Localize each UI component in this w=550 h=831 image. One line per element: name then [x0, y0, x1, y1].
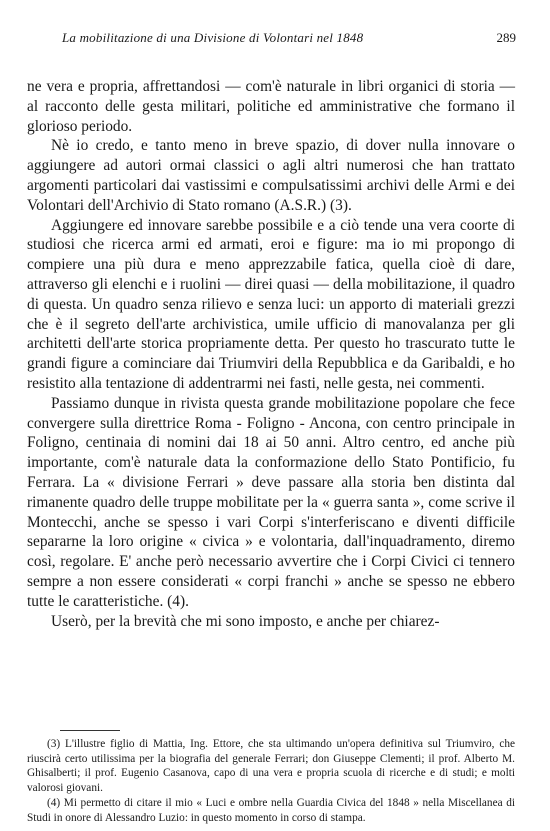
paragraph: Nè io credo, e tanto meno in breve spazio, di dover nulla innovare o aggiungere ad autori ormai classici o agli altri numerosi che han trattato argomenti particolari dai vastissimi e compulsatissimi archivi delle Armi e dei Volontari dell'Archivio di Stato romano (A.S.R.) (3). [27, 137, 515, 214]
footnote-divider [60, 730, 120, 731]
running-head: La mobilitazione di una Divisione di Volontari nel 1848 [62, 30, 364, 45]
footnote-3: (3) L'illustre figlio di Mattia, Ing. Ettore, che sta ultimando un'opera definitiva sul Triumviro, che riuscirà certo utilissima per la biografia del generale Ferrari; don Giuseppe Clementi; il prof. Alberto M. Ghisalberti; il prof. Eugenio Casanova, capo di una vera e propria scuola di ricerche e di studi; e molti valorosi giovani. [27, 738, 515, 794]
paragraph: Aggiungere ed innovare sarebbe possibile e a ciò tende una vera coorte di studiosi che ricerca armi ed armati, eroi e figure: ma io mi propongo di compiere una più dura e meno apprezzabile fatica, quella cioè di dare, attraverso gli elenchi e i ruolini — direi quasi — della mobilitazione, il quadro di questa. Un quadro senza rilievo e senza luci: un apporto di materiali grezzi che è il segreto dell'arte archivistica, umile ufficio di manovalanza per gli architetti dell'arte storica propriamente detta. Per questo ho trascurato tutte le grandi figure a cominciare dai Triumviri della Repubblica e da Garibaldi, e ho resistito alla tentazione di addentrarmi nei fasti, nelle gesta, nei commenti. [27, 216, 515, 392]
page-header [62, 30, 516, 50]
paragraph-continuation: ne vera e propria, affrettandosi — com'è naturale in libri organici di storia — al racconto delle gesta militari, politiche ed amministrative che formano il glorioso periodo. [27, 78, 515, 135]
paragraph: Passiamo dunque in rivista questa grande mobilitazione popolare che fece convergere sulla direttrice Roma - Foligno - Ancona, con centro principale in Foligno, centinaia di nomini dai 18 ai 50 anni. Altro centro, ed anche più importante, com'è naturale data la conformazione dello Stato Pontificio, fu Ferrara. La « divisione Ferrari » deve passare alla storia ben distinta dal rimanente quadro delle truppe mobilitate per la « guerra santa », come scrive il Montecchi, anche se spesso i vari Corpi s'interferiscano e diventi difficile separarne la loro origine « civica » e volontaria, dall'inquadramento, diremo così, regolare. E' anche però necessario avvertire che i Corpi Civici ci tennero sempre a non essere considerati « corpi franchi » anche se spesso ne ebbero tutte le caratteristiche. (4). [27, 394, 515, 610]
footnote-4: (4) Mi permetto di citare il mio « Luci e ombre nella Guardia Civica del 1848 » nella Miscellanea di Studi in onore di Alessandro Luzio: in questo momento in corso di stampa. [27, 797, 515, 824]
page-number: 289 [496, 30, 516, 45]
paragraph: Userò, per la brevità che mi sono imposto, e anche per chiarez- [51, 612, 440, 630]
footnotes [27, 737, 515, 826]
body-text [27, 77, 515, 631]
